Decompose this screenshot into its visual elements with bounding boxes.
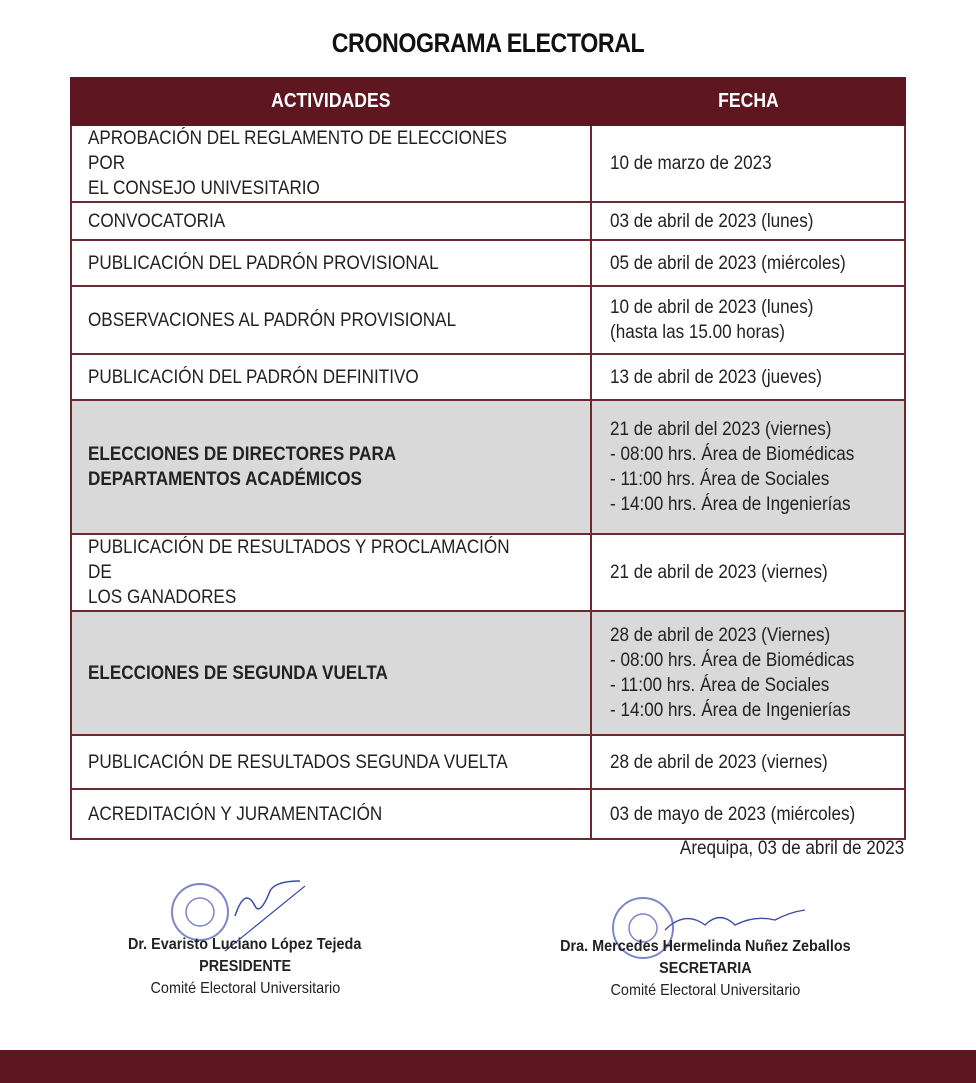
- signer-org: Comité Electoral Universitario: [150, 980, 340, 997]
- date-cell: 10 de marzo de 2023: [591, 125, 905, 202]
- signer-name: Dr. Evaristo Luciano López Tejeda: [128, 936, 362, 953]
- activity-cell: PUBLICACIÓN DE RESULTADOS Y PROCLAMACIÓN DE LOS GANADORES: [71, 534, 591, 611]
- table-row-highlighted: [71, 611, 905, 735]
- table-row: [71, 735, 905, 789]
- activity-cell: ELECCIONES DE DIRECTORES PARA DEPARTAMENTOS ACADÉMICOS: [71, 400, 591, 534]
- place-date: Arequipa, 03 de abril de 2023: [679, 838, 904, 859]
- table-row: [71, 125, 905, 202]
- table-row-highlighted: [71, 400, 905, 534]
- activity-cell: PUBLICACIÓN DEL PADRÓN PROVISIONAL: [71, 240, 591, 286]
- signature-icon: [665, 910, 805, 930]
- signer-role: SECRETARIA: [658, 960, 752, 977]
- activity-cell: PUBLICACIÓN DEL PADRÓN DEFINITIVO: [71, 354, 591, 400]
- date-cell: 13 de abril de 2023 (jueves): [591, 354, 905, 400]
- table-row: [71, 286, 905, 354]
- table-row: [71, 202, 905, 240]
- header-activities: ACTIVIDADES: [71, 78, 591, 125]
- signer-org: Comité Electoral Universitario: [610, 982, 800, 999]
- table-header-row: [71, 78, 905, 125]
- signer-role: PRESIDENTE: [198, 958, 292, 975]
- activity-cell: APROBACIÓN DEL REGLAMENTO DE ELECCIONES POR EL CONSEJO UNIVESITARIO: [71, 125, 591, 202]
- table-row: [71, 354, 905, 400]
- signature-block-secretary: [540, 936, 870, 1002]
- date-cell: 28 de abril de 2023 (viernes): [591, 735, 905, 789]
- header-date: FECHA: [591, 78, 905, 125]
- date-cell: 10 de abril de 2023 (lunes) (hasta las 15.00 horas): [591, 286, 905, 354]
- date-cell: 03 de mayo de 2023 (miércoles): [591, 789, 905, 839]
- document-title: CRONOGRAMA ELECTORAL: [331, 28, 645, 58]
- activity-cell: CONVOCATORIA: [71, 202, 591, 240]
- table-row: [71, 789, 905, 839]
- activity-cell: ACREDITACIÓN Y JURAMENTACIÓN: [71, 789, 591, 839]
- table-row: [71, 240, 905, 286]
- activity-cell: OBSERVACIONES AL PADRÓN PROVISIONAL: [71, 286, 591, 354]
- activity-cell: ELECCIONES DE SEGUNDA VUELTA: [71, 611, 591, 735]
- schedule-table: [70, 77, 906, 840]
- activity-cell: PUBLICACIÓN DE RESULTADOS SEGUNDA VUELTA: [71, 735, 591, 789]
- date-cell: 05 de abril de 2023 (miércoles): [591, 240, 905, 286]
- table-row: [71, 534, 905, 611]
- footer-bar: [0, 1050, 976, 1083]
- signer-name: Dra. Mercedes Hermelinda Nuñez Zeballos: [559, 938, 851, 955]
- date-cell: 03 de abril de 2023 (lunes): [591, 202, 905, 240]
- date-cell: 21 de abril del 2023 (viernes) - 08:00 hrs. Área de Biomédicas - 11:00 hrs. Área de Sociales - 14:00 hrs. Área de Ingenierías: [591, 400, 905, 534]
- date-cell: 28 de abril de 2023 (Viernes) - 08:00 hrs. Área de Biomédicas - 11:00 hrs. Área de Sociales - 14:00 hrs. Área de Ingenierías: [591, 611, 905, 735]
- date-cell: 21 de abril de 2023 (viernes): [591, 534, 905, 611]
- signature-block-president: [100, 934, 390, 1000]
